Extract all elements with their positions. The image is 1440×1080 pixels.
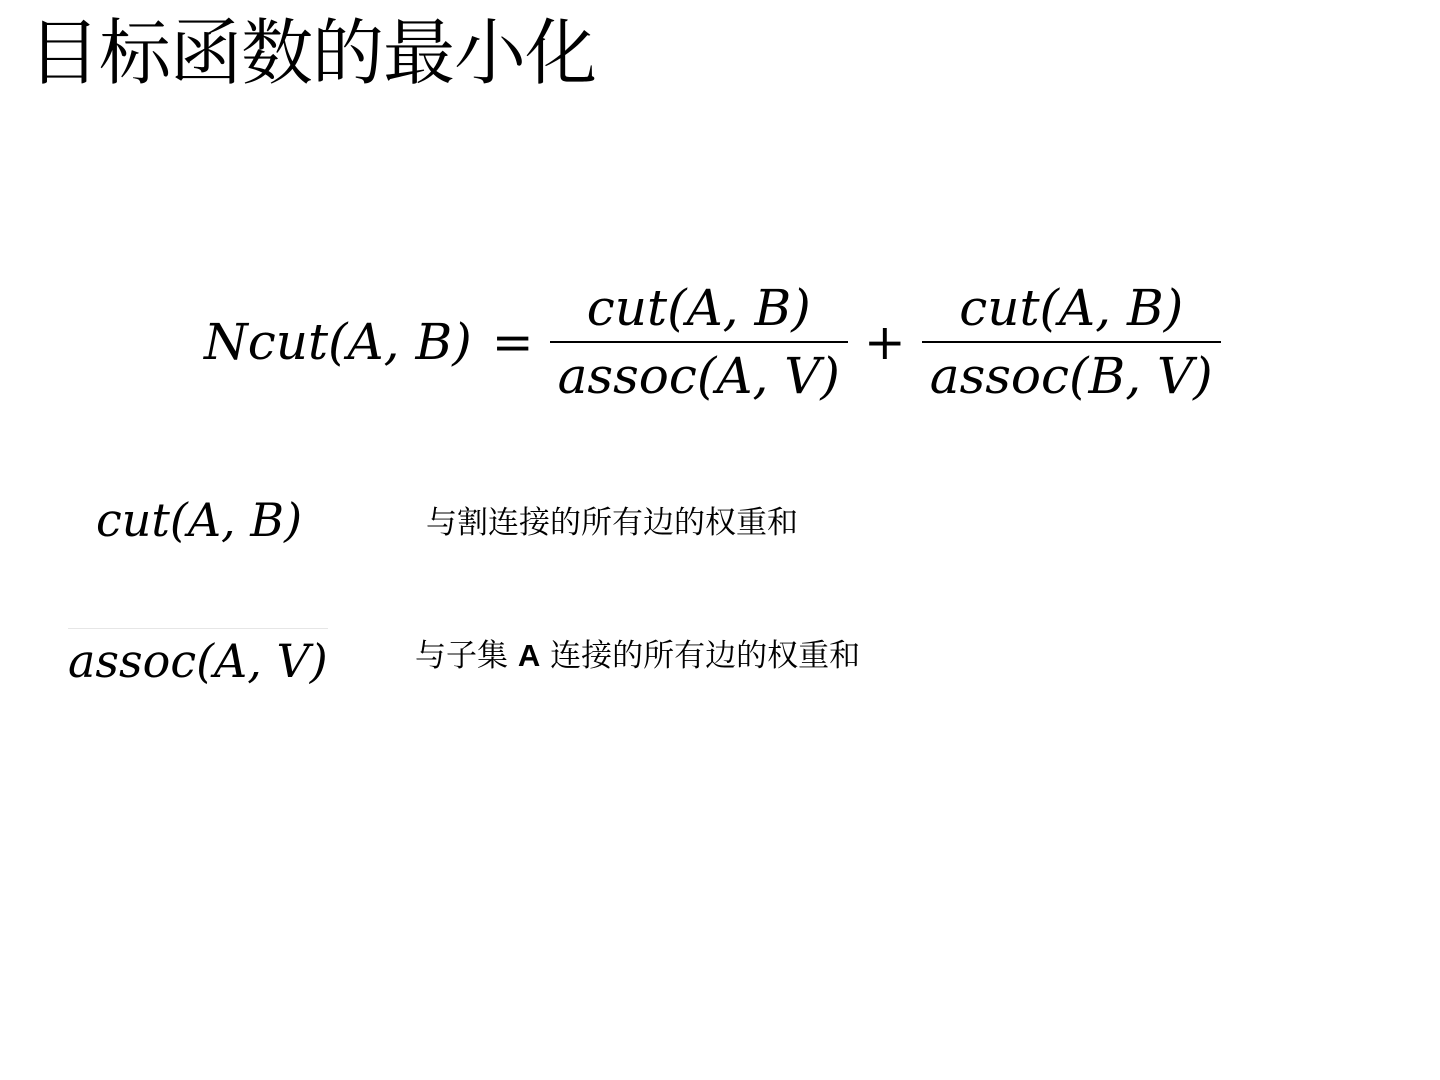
fraction-1-denominator: assoc(A, V) [557,347,840,405]
fraction-2-denominator: assoc(B, V) [929,347,1213,405]
cut-term: cut(A, B) [96,493,303,547]
equals-sign: = [491,313,534,371]
fraction-1-numerator: cut(A, B) [586,279,811,337]
plus-sign: + [863,313,906,371]
assoc-definition-prefix: 与子集 [415,638,518,674]
formula-lhs: Ncut(A, B) [204,313,472,371]
slide-title: 目标函数的最小化 [28,11,597,95]
cut-definition: 与割连接的所有边的权重和 [426,505,798,541]
fraction-2-numerator: cut(A, B) [959,279,1184,337]
assoc-term: assoc(A, V) [68,628,328,691]
fraction-term-2 [922,277,1221,407]
assoc-definition-suffix: 连接的所有边的权重和 [540,638,861,674]
assoc-definition [415,636,860,676]
fraction-2-bar [922,341,1221,343]
fraction-term-1 [550,277,848,407]
fraction-1-bar [550,341,848,343]
ncut-formula [204,262,1227,422]
assoc-definition-subset: A [517,638,541,673]
